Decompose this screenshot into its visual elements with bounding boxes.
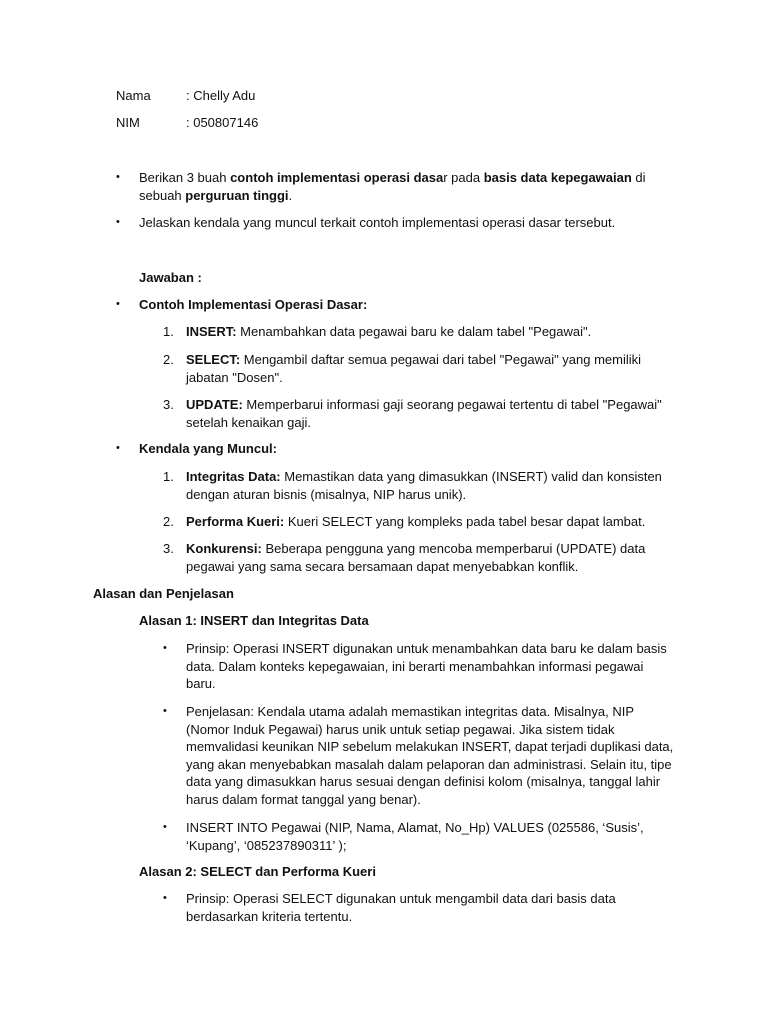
bullet-icon: • bbox=[163, 821, 167, 833]
name-value: : Chelly Adu bbox=[186, 88, 256, 103]
nim-value: : 050807146 bbox=[186, 115, 259, 130]
list-number: 2. bbox=[163, 352, 174, 367]
list-item: Prinsip: Operasi INSERT digunakan untuk menambahkan data baru ke dalam basis data. Dalam konteks kepegawaian, ini berarti menambahkan informasi pegawai baru. bbox=[186, 641, 667, 691]
bullet-icon: • bbox=[163, 642, 167, 654]
bullet-icon: • bbox=[163, 892, 167, 904]
list-item: INSERT: Menambahkan data pegawai baru ke dalam tabel "Pegawai". bbox=[186, 324, 592, 339]
list-item: Performa Kueri: Kueri SELECT yang kompleks pada tabel besar dapat lambat. bbox=[186, 514, 646, 529]
implementations-heading: Contoh Implementasi Operasi Dasar: bbox=[139, 297, 368, 312]
list-number: 3. bbox=[163, 541, 174, 556]
list-item: INSERT INTO Pegawai (NIP, Nama, Alamat, No_Hp) VALUES (025586, ‘Susis’, ‘Kupang’, ‘085237890311’ ); bbox=[186, 820, 644, 853]
list-number: 1. bbox=[163, 469, 174, 484]
bullet-icon: • bbox=[163, 705, 167, 717]
bullet-icon: • bbox=[116, 442, 120, 454]
question-1: Berikan 3 buah contoh implementasi operasi dasar pada basis data kepegawaian di sebuah perguruan tinggi. bbox=[139, 170, 646, 203]
list-number: 1. bbox=[163, 324, 174, 339]
name-label: Nama bbox=[116, 88, 151, 103]
reason-1-heading: Alasan 1: INSERT dan Integritas Data bbox=[139, 613, 369, 628]
answer-heading: Jawaban : bbox=[139, 270, 202, 285]
list-item: Prinsip: Operasi SELECT digunakan untuk mengambil data dari basis data berdasarkan kriteria tertentu. bbox=[186, 891, 616, 924]
bullet-icon: • bbox=[116, 298, 120, 310]
list-number: 3. bbox=[163, 397, 174, 412]
constraints-heading: Kendala yang Muncul: bbox=[139, 441, 277, 456]
bullet-icon: • bbox=[116, 171, 120, 183]
list-item: Penjelasan: Kendala utama adalah memastikan integritas data. Misalnya, NIP (Nomor Induk Pegawai) harus unik untuk setiap pegawai. Jika sistem tidak memvalidasi keunikan NIP sebelum melakukan INSERT, dapat terjadi duplikasi data, yang akan menyebabkan masalah dalam pelaporan dan administrasi. Selain itu, tipe data yang dimasukkan harus sesuai dengan definisi kolom (misalnya, tanggal lahir harus dalam format tanggal yang benar). bbox=[186, 704, 674, 807]
reason-2-heading: Alasan 2: SELECT dan Performa Kueri bbox=[139, 864, 376, 879]
list-item: SELECT: Mengambil daftar semua pegawai dari tabel "Pegawai" yang memiliki jabatan "Dosen". bbox=[186, 352, 642, 385]
question-2: Jelaskan kendala yang muncul terkait contoh implementasi operasi dasar tersebut. bbox=[139, 215, 616, 230]
reasons-heading: Alasan dan Penjelasan bbox=[93, 586, 234, 601]
nim-label: NIM bbox=[116, 115, 140, 130]
list-number: 2. bbox=[163, 514, 174, 529]
list-item: Integritas Data: Memastikan data yang dimasukkan (INSERT) valid dan konsisten dengan aturan bisnis (misalnya, NIP harus unik). bbox=[186, 469, 662, 502]
list-item: Konkurensi: Beberapa pengguna yang mencoba memperbarui (UPDATE) data pegawai yang sama secara bersamaan dapat menyebabkan konflik. bbox=[186, 541, 646, 574]
bullet-icon: • bbox=[116, 216, 120, 228]
list-item: UPDATE: Memperbarui informasi gaji seorang pegawai tertentu di tabel "Pegawai" setelah kenaikan gaji. bbox=[186, 397, 662, 430]
